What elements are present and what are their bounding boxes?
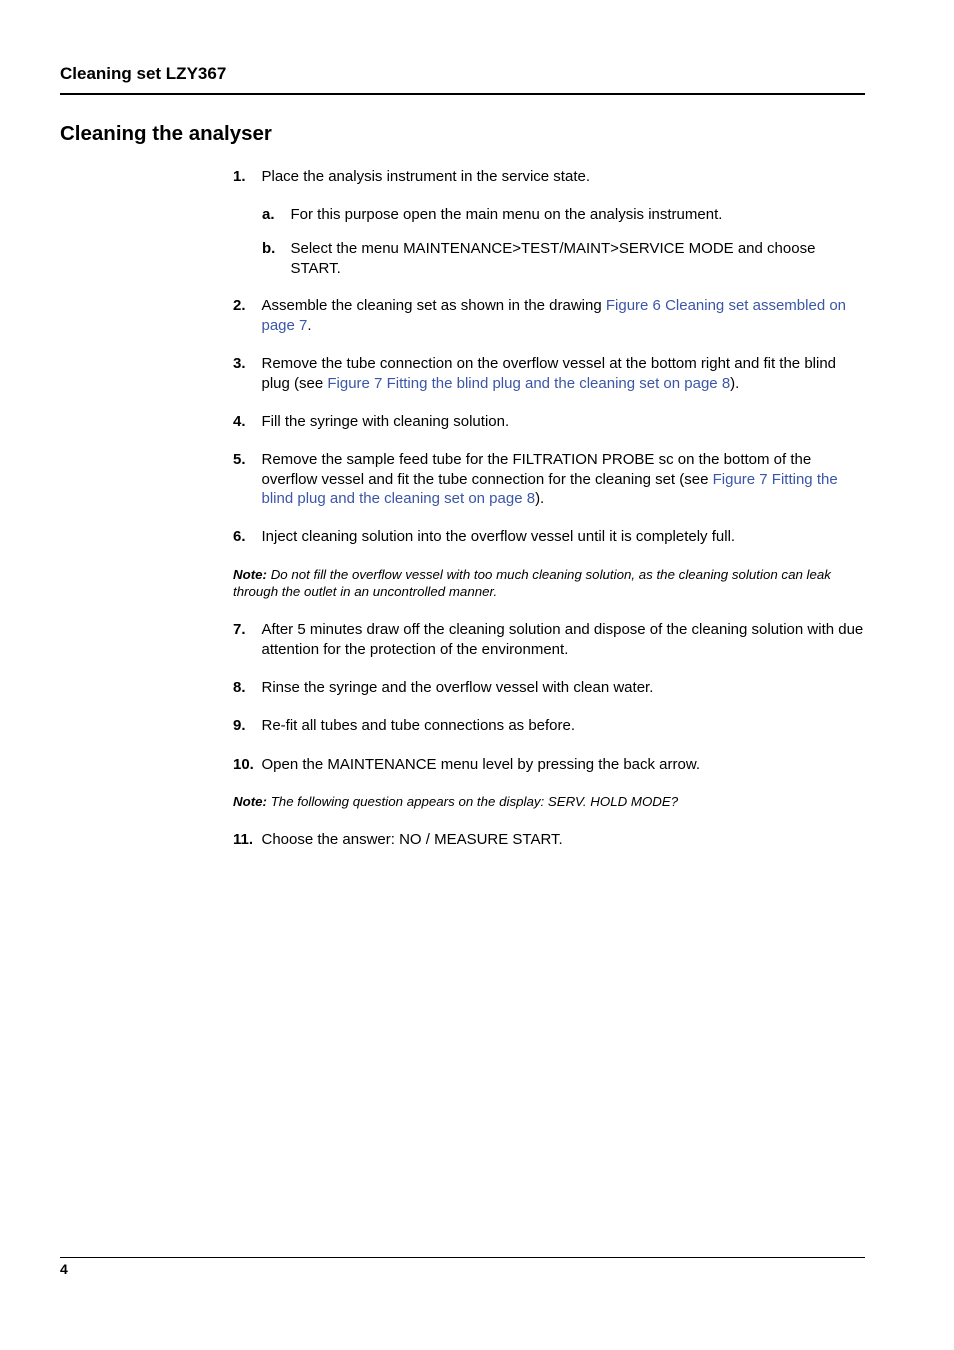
step-10	[233, 755, 865, 775]
step-text-pre: Remove the tube connection on the overflow vessel at the bottom right and fit the blind plug (see	[261, 355, 837, 392]
step-text	[262, 296, 866, 335]
figure-7-link[interactable]: Figure 7 Fitting the blind plug and the cleaning set on page 8	[327, 374, 731, 392]
step-number: 1.	[233, 168, 246, 185]
note-label: Note:	[233, 567, 267, 582]
step-9	[233, 716, 865, 736]
figure-6-link[interactable]: Figure 6 Cleaning set assembled on page 7	[261, 297, 847, 334]
step-6	[233, 527, 865, 547]
step-number: 10.	[233, 756, 254, 773]
step-text: Fill the syringe with cleaning solution.	[261, 413, 510, 430]
substep-text: For this purpose open the main menu on the analysis instrument.	[290, 206, 723, 223]
step-5	[233, 450, 865, 509]
step-8	[233, 678, 865, 698]
step-2	[233, 296, 865, 335]
running-header: Cleaning set LZY367	[60, 64, 227, 83]
step-text-post: ).	[730, 374, 740, 392]
step-text	[262, 450, 866, 509]
figure-7-link[interactable]: Figure 7 Fitting the blind plug and the cleaning set on page 8	[261, 470, 838, 507]
step-text-post: ).	[535, 490, 545, 507]
page-number: 4	[60, 1261, 68, 1277]
substep-text: Select the menu MAINTENANCE>TEST/MAINT>SERVICE MODE and choose START.	[290, 240, 816, 277]
step-text: After 5 minutes draw off the cleaning solution and dispose of the cleaning solution with due attention for the protection of the environment.	[261, 621, 864, 658]
note-label: Note:	[233, 794, 267, 809]
step-text: Inject cleaning solution into the overflow vessel until it is completely full.	[261, 528, 736, 545]
step-text: Rinse the syringe and the overflow vessel with clean water.	[261, 679, 654, 696]
note-text: The following question appears on the display: SERV. HOLD MODE?	[270, 794, 679, 809]
note-display	[233, 793, 865, 810]
step-1	[233, 167, 865, 187]
substep-letter: b.	[262, 240, 276, 257]
step-text: Place the analysis instrument in the service state.	[261, 168, 590, 185]
step-text: Choose the answer: NO / MEASURE START.	[261, 831, 563, 848]
step-number: 6.	[233, 528, 246, 545]
step-1a	[262, 205, 865, 225]
step-text-post: .	[307, 316, 312, 334]
step-11	[233, 830, 865, 850]
step-text	[262, 354, 866, 393]
step-number: 4.	[233, 413, 246, 430]
section-title: Cleaning the analyser	[60, 122, 272, 145]
step-number: 9.	[233, 717, 246, 734]
note-overflow	[233, 566, 865, 600]
step-number: 2.	[233, 297, 246, 314]
note-text: Do not fill the overflow vessel with too much cleaning solution, as the cleaning solution can leak through the outlet in an uncontrolled manner.	[233, 567, 831, 599]
step-number: 3.	[233, 355, 246, 372]
step-text-pre: Remove the sample feed tube for the FILTRATION PROBE sc on the bottom of the overflow vessel and fit the tube connection for the cleaning set (see	[261, 451, 812, 488]
step-number: 7.	[233, 621, 246, 638]
step-number: 11.	[233, 831, 254, 848]
step-4	[233, 412, 865, 432]
header-rule	[60, 93, 865, 95]
step-number: 8.	[233, 679, 246, 696]
step-7	[233, 620, 865, 659]
step-text: Re-fit all tubes and tube connections as before.	[261, 717, 576, 734]
substep-letter: a.	[262, 206, 275, 223]
footer-rule	[60, 1257, 865, 1258]
step-text: Open the MAINTENANCE menu level by pressing the back arrow.	[261, 756, 701, 773]
step-number: 5.	[233, 451, 246, 468]
step-text-pre: Assemble the cleaning set as shown in the drawing	[261, 297, 606, 314]
step-3	[233, 354, 865, 393]
step-1b	[262, 239, 865, 278]
